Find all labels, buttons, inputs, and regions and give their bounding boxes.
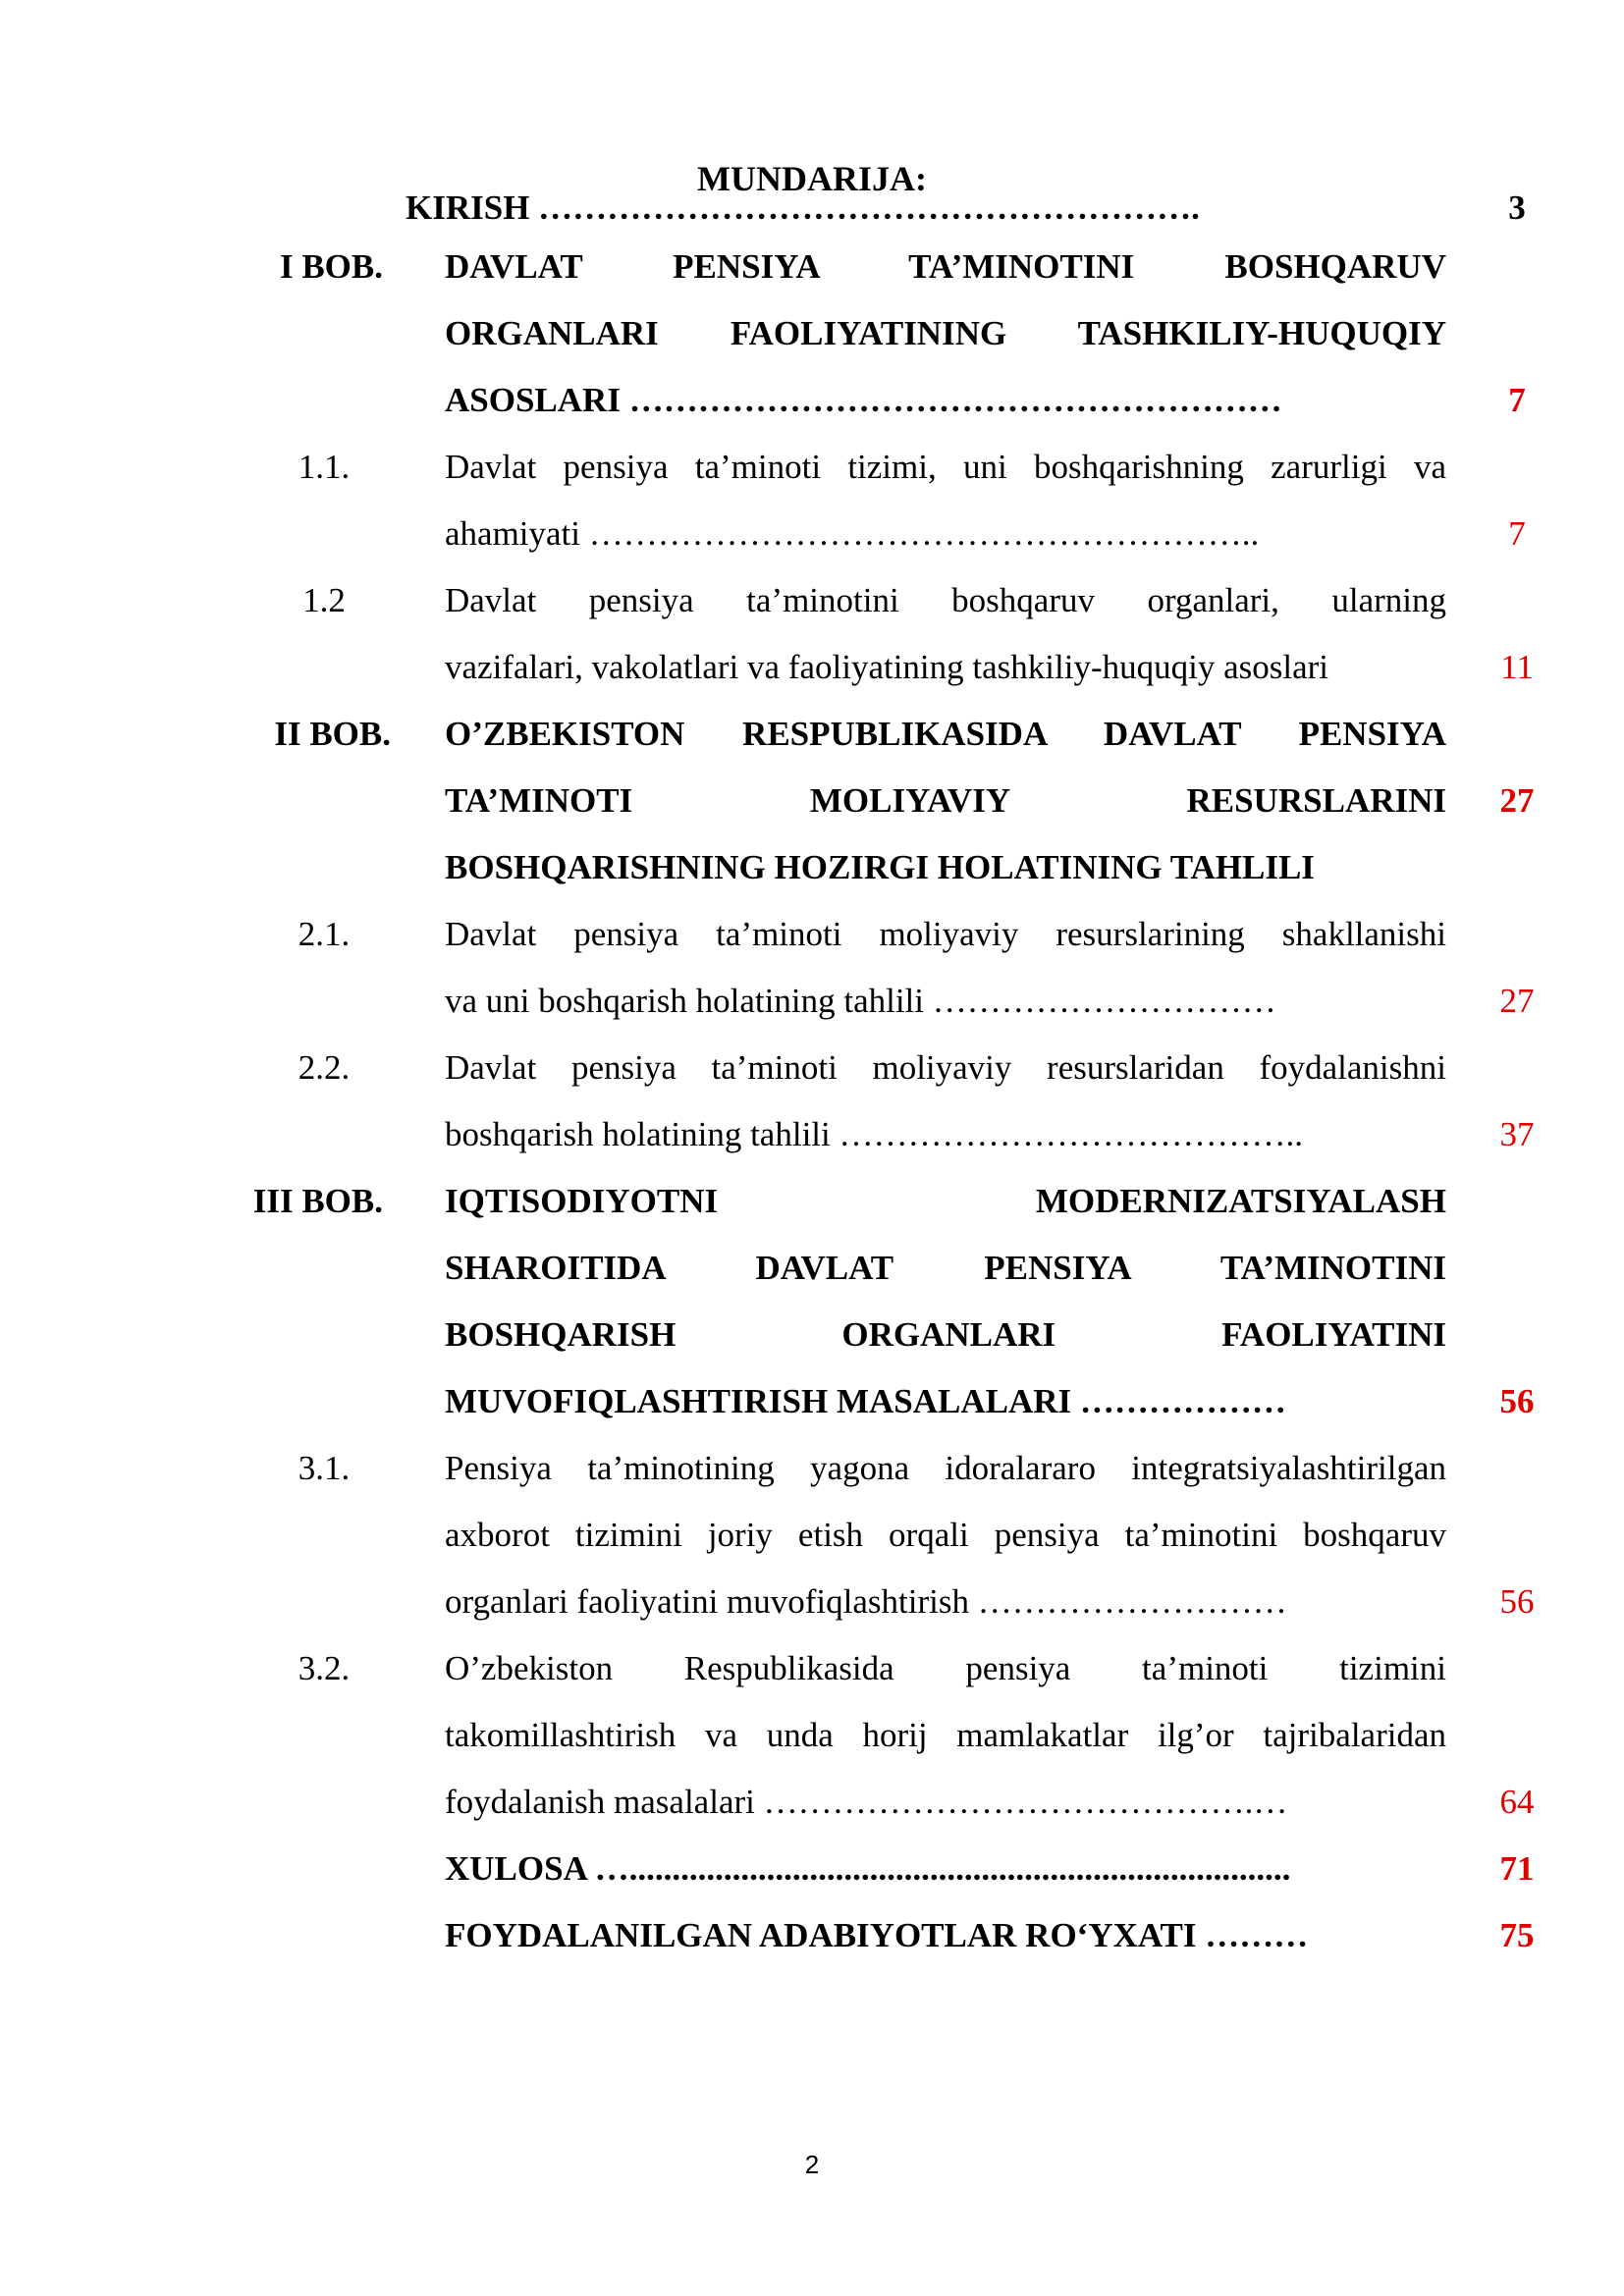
page-number: 2: [804, 2150, 820, 2179]
section-number-2-2: 2.2.: [298, 1048, 351, 1087]
section-3-1-line: Pensiya ta’minotining yagona idoralararo integratsiyalashtirilgan: [445, 1449, 1446, 1487]
section-3-1-line: axborot tizimini joriy etish orqali pensiya ta’minotini boshqaruv: [445, 1516, 1446, 1554]
chapter-3-title-line: IQTISODIYOTNI MODERNIZATSIYALASH: [445, 1182, 1446, 1220]
chapter-label-2: II BOB.: [274, 715, 391, 753]
chapter-3-title-line: BOSHQARISH ORGANLARI FAOLIYATINI: [445, 1315, 1446, 1354]
section-number-3-1: 3.1.: [298, 1449, 351, 1487]
toc-page-xulosa: 71: [1499, 1849, 1535, 1888]
section-number-1-2: 1.2: [302, 581, 346, 619]
section-number-2-1: 2.1.: [298, 915, 351, 953]
chapter-1-title-line: DAVLAT PENSIYA TA’MINOTINI BOSHQARUV: [445, 247, 1446, 286]
toc-page-bibliography: 75: [1499, 1916, 1535, 1954]
toc-page-section-1-1: 7: [1508, 514, 1526, 553]
section-3-1-line: organlari faoliyatini muvofiqlashtirish ………………………: [445, 1582, 1287, 1621]
chapter-2-title-line: O’ZBEKISTON RESPUBLIKASIDA DAVLAT PENSIYA: [445, 715, 1446, 753]
section-2-2-line: Davlat pensiya ta’minoti moliyaviy resurslaridan foydalanishni: [445, 1048, 1446, 1087]
section-2-2-line: boshqarish holatining tahlili …………………………………..: [445, 1115, 1303, 1153]
chapter-label-1: I BOB.: [279, 247, 383, 286]
toc-entry-xulosa: XULOSA ….............................................................................: [445, 1849, 1291, 1888]
section-1-1-line: ahamiyati …………………………………………………..: [445, 514, 1260, 553]
chapter-3-title-line: SHAROITIDA DAVLAT PENSIYA TA’MINOTINI: [445, 1249, 1446, 1287]
toc-page-chapter-1: 7: [1508, 381, 1526, 419]
toc-page-section-2-1: 27: [1499, 982, 1535, 1020]
chapter-label-3: III BOB.: [252, 1182, 383, 1220]
section-2-1-line: va uni boshqarish holatining tahlili …………………………: [445, 982, 1276, 1020]
toc-page-chapter-2: 27: [1499, 781, 1535, 820]
toc-page-section-3-2: 64: [1499, 1783, 1535, 1821]
section-1-2-line: Davlat pensiya ta’minotini boshqaruv organlari, ularning: [445, 581, 1446, 619]
chapter-1-title-line: ORGANLARI FAOLIYATINING TASHKILIY-HUQUQIY: [445, 314, 1446, 352]
section-3-2-line: takomillashtirish va unda horij mamlakatlar ilg’or tajribalaridan: [445, 1716, 1446, 1754]
section-3-2-line: O’zbekiston Respublikasida pensiya ta’minoti tizimini: [445, 1649, 1446, 1687]
toc-page-section-3-1: 56: [1499, 1582, 1535, 1621]
section-1-1-line: Davlat pensiya ta’minoti tizimi, uni boshqarishning zarurligi va: [445, 448, 1446, 486]
toc-entry-bibliography: FOYDALANILGAN ADABIYOTLAR RO‘YXATI ………: [445, 1916, 1309, 1954]
section-2-1-line: Davlat pensiya ta’minoti moliyaviy resurslarining shakllanishi: [445, 915, 1446, 953]
toc-page-section-2-2: 37: [1499, 1115, 1535, 1153]
toc-page-kirish: 3: [1508, 188, 1526, 227]
section-3-2-line: foydalanish masalalari …………………………………….…: [445, 1783, 1288, 1821]
chapter-3-title-line: MUVOFIQLASHTIRISH MASALALARI ………………: [445, 1382, 1286, 1420]
section-number-1-1: 1.1.: [298, 448, 351, 486]
section-1-2-line: vazifalari, vakolatlari va faoliyatining tashkiliy-huquqiy asoslari: [445, 648, 1329, 686]
chapter-1-title-line: ASOSLARI …………………………………………………: [445, 381, 1282, 419]
toc-title: MUNDARIJA:: [697, 159, 927, 198]
toc-entry-kirish: KIRISH ………………………………………………….: [406, 188, 1200, 227]
toc-page-chapter-3: 56: [1499, 1382, 1535, 1420]
toc-page-section-1-2: 11: [1500, 648, 1534, 686]
chapter-2-title-line: TA’MINOTI MOLIYAVIY RESURSLARINI: [445, 781, 1446, 820]
section-number-3-2: 3.2.: [298, 1649, 351, 1687]
chapter-2-title-line: BOSHQARISHNING HOZIRGI HOLATINING TAHLILI: [445, 848, 1315, 886]
